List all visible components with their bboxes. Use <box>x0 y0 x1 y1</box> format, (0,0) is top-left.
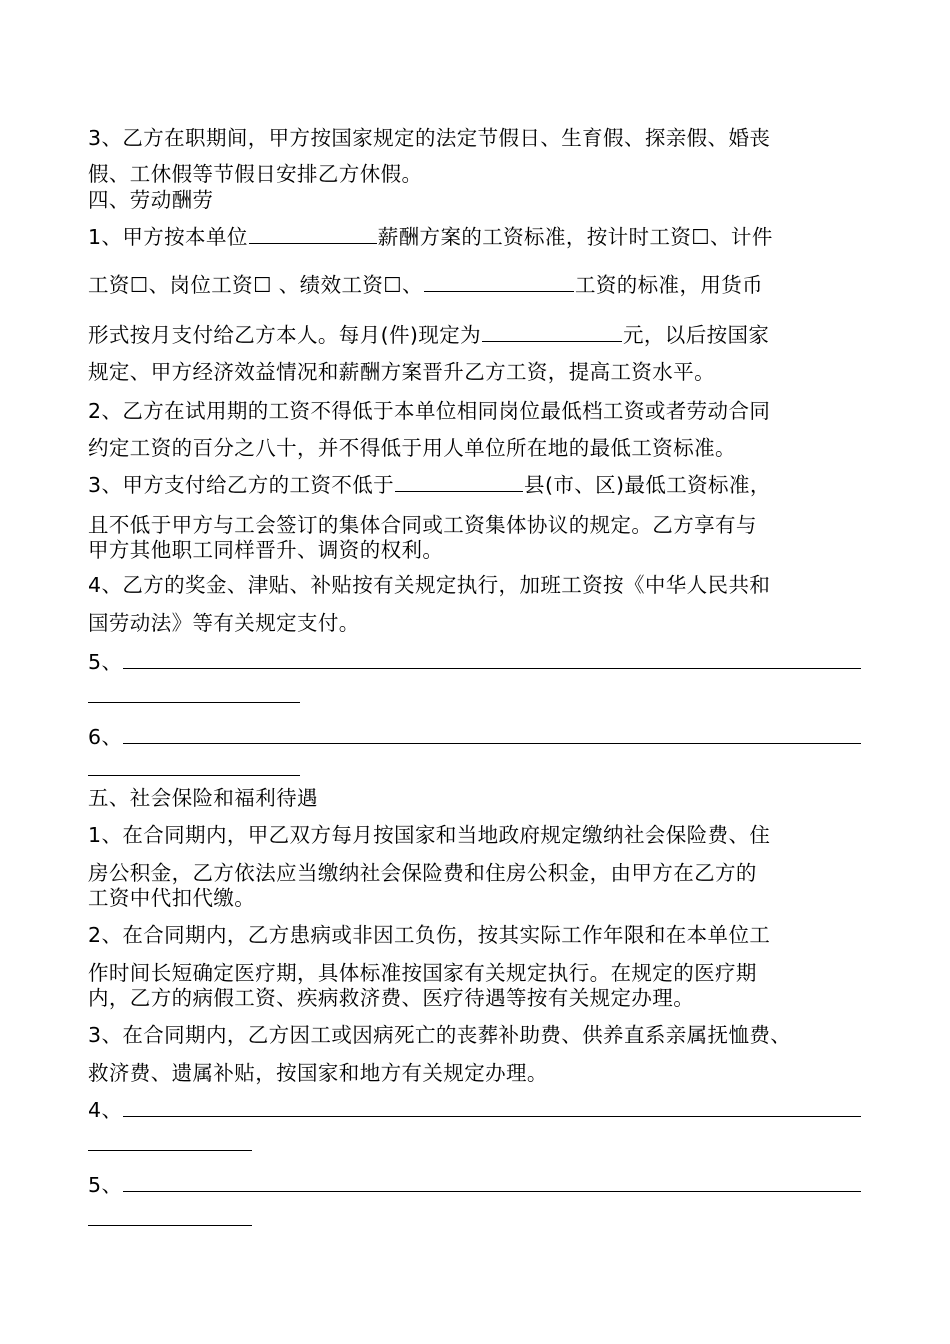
paragraph-line: 工资中代扣代缴。 <box>88 886 256 910</box>
paragraph-line: 3、乙方在职期间，甲方按国家规定的法定节假日、生育假、探亲假、婚丧 <box>88 126 771 150</box>
paragraph-line <box>88 223 773 251</box>
section-heading: 四、劳动酬劳 <box>88 188 214 212</box>
numbered-blank-line <box>88 723 862 751</box>
fill-in-blank[interactable] <box>424 271 574 292</box>
paragraph-line: 4、乙方的奖金、津贴、补贴按有关规定执行，加班工资按《中华人民共和 <box>88 573 771 597</box>
paragraph-line <box>88 271 763 299</box>
text-segment: 3、甲方支付给乙方的工资不低于 <box>88 473 395 497</box>
numbered-blank-line <box>88 1096 862 1124</box>
numbered-blank-line <box>88 648 862 676</box>
fill-in-blank-continuation[interactable] <box>88 1225 252 1226</box>
paragraph-line: 2、乙方在试用期的工资不得低于本单位相同岗位最低档工资或者劳动合同 <box>88 399 771 423</box>
fill-in-blank-continuation[interactable] <box>88 702 300 703</box>
text-segment: 1、甲方按本单位 <box>88 225 248 249</box>
paragraph-line: 作时间长短确定医疗期，具体标准按国家有关规定执行。在规定的医疗期 <box>88 961 757 985</box>
section-heading: 五、社会保险和福利待遇 <box>88 786 318 810</box>
fill-in-blank[interactable] <box>123 648 861 669</box>
paragraph-line: 假、工休假等节假日安排乙方休假。 <box>88 162 423 186</box>
text-segment: 工资的标准，用货币 <box>574 273 764 297</box>
paragraph-line: 约定工资的百分之八十，并不得低于用人单位所在地的最低工资标准。 <box>88 436 736 460</box>
paragraph-line <box>88 321 769 349</box>
paragraph-line: 且不低于甲方与工会签订的集体合同或工资集体协议的规定。乙方享有与 <box>88 513 757 537</box>
paragraph-line <box>88 471 771 499</box>
text-segment: 薪酬方案的工资标准，按计时工资☐、计件 <box>377 225 773 249</box>
fill-in-blank[interactable] <box>395 471 523 492</box>
paragraph-line: 房公积金，乙方依法应当缴纳社会保险费和住房公积金，由甲方在乙方的 <box>88 861 757 885</box>
fill-in-blank[interactable] <box>249 223 377 244</box>
text-segment: 形式按月支付给乙方本人。每月(件)现定为 <box>88 323 481 347</box>
fill-in-blank-continuation[interactable] <box>88 1150 252 1151</box>
text-segment: 元，以后按国家 <box>623 323 770 347</box>
paragraph-line: 救济费、遗属补贴，按国家和地方有关规定办理。 <box>88 1061 548 1085</box>
fill-in-blank[interactable] <box>123 1171 861 1192</box>
fill-in-blank-continuation[interactable] <box>88 775 300 776</box>
paragraph-line: 1、在合同期内，甲乙双方每月按国家和当地政府规定缴纳社会保险费、住 <box>88 823 771 847</box>
fill-in-blank[interactable] <box>123 723 861 744</box>
text-segment: 工资☐、岗位工资☐ 、绩效工资☐、 <box>88 273 423 297</box>
fill-in-blank[interactable] <box>482 321 622 342</box>
fill-in-blank[interactable] <box>123 1096 861 1117</box>
paragraph-line: 规定、甲方经济效益情况和薪酬方案晋升乙方工资，提高工资水平。 <box>88 360 715 384</box>
item-number: 6、 <box>88 725 123 749</box>
paragraph-line: 甲方其他职工同样晋升、调资的权利。 <box>88 538 444 562</box>
paragraph-line: 3、在合同期内，乙方因工或因病死亡的丧葬补助费、供养直系亲属抚恤费、 <box>88 1023 792 1047</box>
paragraph-line: 国劳动法》等有关规定支付。 <box>88 611 360 635</box>
paragraph-line: 2、在合同期内，乙方患病或非因工负伤，按其实际工作年限和在本单位工 <box>88 923 771 947</box>
numbered-blank-line <box>88 1171 862 1199</box>
text-segment: 县(市、区)最低工资标准， <box>524 473 771 497</box>
paragraph-line: 内，乙方的病假工资、疾病救济费、医疗待遇等按有关规定办理。 <box>88 986 695 1010</box>
item-number: 5、 <box>88 650 123 674</box>
item-number: 4、 <box>88 1098 123 1122</box>
item-number: 5、 <box>88 1173 123 1197</box>
